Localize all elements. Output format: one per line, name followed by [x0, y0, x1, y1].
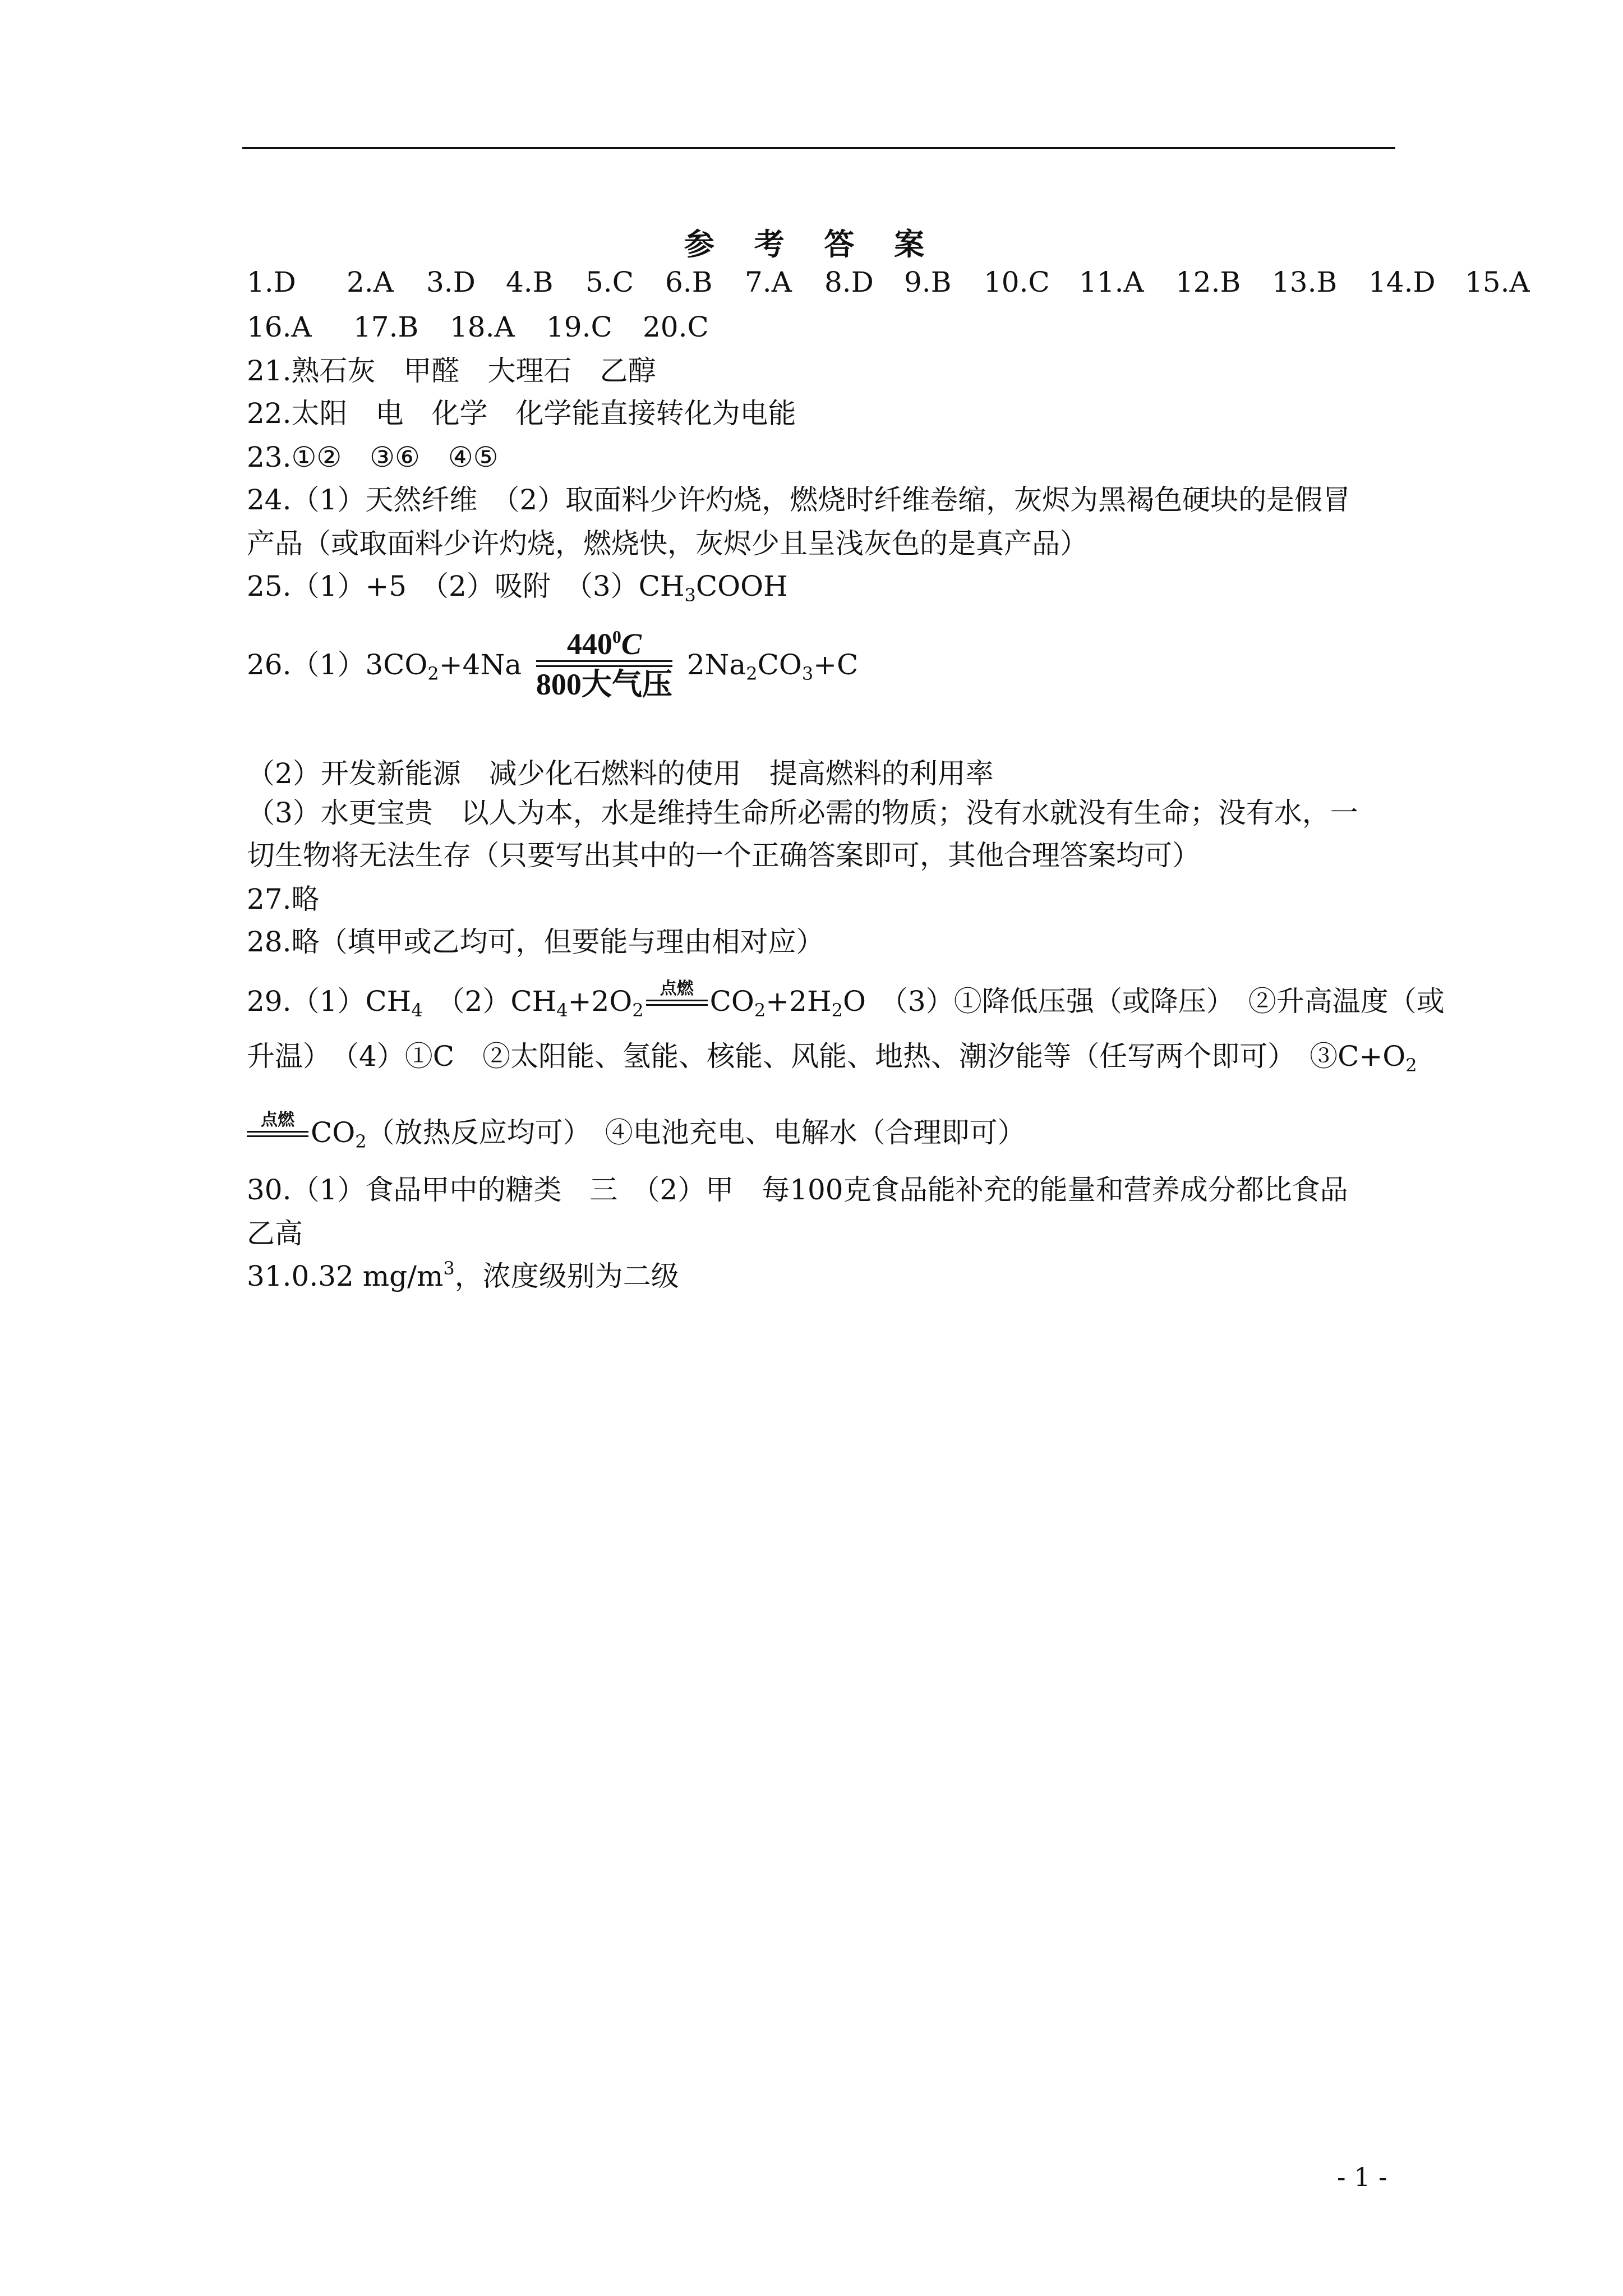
reactant-na: +4Na: [439, 648, 522, 682]
water-subscript: 2: [831, 1000, 843, 1021]
answer-8: 8.D: [824, 266, 874, 298]
answer-21: 21.熟石灰 甲醛 大理石 乙醇: [247, 355, 656, 387]
product-co: CO: [757, 648, 802, 682]
co2-product-2: CO: [311, 1116, 356, 1149]
answer-11: 11.A: [1079, 266, 1144, 298]
reactant-co2-subscript: 2: [427, 663, 439, 685]
answer-9: 9.B: [904, 266, 952, 298]
reaction-condition: [536, 628, 672, 702]
answer-25-tail: COOH: [695, 570, 788, 602]
answer-16: 16.A: [247, 311, 312, 343]
page-number: - 1 -: [1337, 2162, 1387, 2192]
answer-17: 17.B: [353, 311, 419, 343]
mc-answers-row-1: [247, 268, 1543, 296]
ignition-label-2: 点燃: [261, 1110, 294, 1130]
answer-29-part-2: （2）CH: [422, 985, 557, 1018]
answer-29-part-5: （放热反应均可） ④电池充电、电解水（合理即可）: [366, 1116, 1026, 1149]
reactant-co2: 26.（1）3CO: [247, 648, 428, 682]
answer-29-line-1: [247, 979, 1445, 1023]
answer-29-part-4: 升温） （4）①C ②太阳能、氢能、核能、风能、地热、潮汐能等（任写两个即可） ③C+O: [247, 1040, 1406, 1073]
product-c: +C: [813, 648, 859, 682]
equals-sign: [536, 660, 672, 667]
co2-subscript: 2: [754, 1000, 766, 1021]
header-rule: [242, 147, 1395, 149]
answer-12: 12.B: [1175, 266, 1241, 298]
answer-19: 19.C: [546, 311, 612, 343]
answer-26-equation: [247, 628, 858, 702]
answer-10: 10.C: [984, 266, 1050, 298]
product-co-subscript: 3: [801, 663, 814, 685]
product-na: 2Na: [686, 648, 746, 682]
answer-27: 27.略: [247, 883, 320, 915]
answer-14: 14.D: [1368, 266, 1436, 298]
answer-28: 28.略（填甲或乙均可，但要能与理由相对应）: [247, 926, 824, 958]
answer-25-subscript: 3: [684, 585, 696, 606]
equation-reactants: [247, 648, 522, 685]
answer-31-value: 31.0.32 mg/m: [247, 1260, 444, 1292]
oxygen-subscript: 2: [632, 1000, 644, 1021]
answer-20: 20.C: [643, 311, 709, 343]
mc-answers-row-2: [247, 313, 739, 341]
co2-subscript-2: 2: [355, 1131, 367, 1152]
answer-29-part-1: 29.（1）CH: [247, 985, 412, 1018]
answer-4: 4.B: [506, 266, 554, 298]
ch4-subscript: 4: [411, 1000, 423, 1021]
answer-31-level: ，浓度级别为二级: [454, 1260, 679, 1292]
answer-24-line-1: 24.（1）天然纤维 （2）取面料少许灼烧，燃烧时纤维卷缩，灰烬为黑褐色硬块的是假冒: [247, 484, 1351, 516]
ignition-condition-2: [247, 1112, 308, 1137]
answer-26-3-line-2: 切生物将无法生存（只要写出其中的一个正确答案即可，其他合理答案均可）: [247, 839, 1200, 872]
equals-sign: [646, 1000, 708, 1006]
answer-26-3-line-1: （3）水更宝贵 以人为本，水是维持生命所必需的物质；没有水就没有生命；没有水，一: [247, 797, 1358, 829]
answer-30-line-2: 乙高: [247, 1217, 303, 1250]
answer-31-superscript: 3: [443, 1258, 455, 1279]
temperature-degree: 0: [612, 627, 621, 647]
answer-25-text: 25.（1）+5 （2）吸附 （3）CH: [247, 570, 685, 602]
equation-products: [686, 648, 859, 685]
oxygen-term: +2O: [568, 985, 633, 1018]
answer-25: [247, 570, 788, 606]
ignition-condition: [646, 981, 708, 1006]
answer-24-line-2: 产品（或取面料少许灼烧，燃烧快，灰烬少且呈浅灰色的是真产品）: [247, 527, 1088, 560]
ignition-label: 点燃: [660, 979, 694, 999]
answer-29-line-3: [247, 1110, 1026, 1154]
oxygen-subscript-2: 2: [1405, 1055, 1417, 1076]
answer-29-line-2: [247, 1040, 1417, 1076]
answer-2: 2.A: [347, 266, 394, 298]
condition-pressure: 800大气压: [536, 667, 672, 701]
answer-31: [247, 1258, 679, 1292]
page-title: 参 考 答 案: [684, 226, 939, 262]
answer-23: 23.①② ③⑥ ④⑤: [247, 441, 499, 473]
equals-sign-2: [247, 1131, 308, 1137]
answer-15: 15.A: [1465, 266, 1530, 298]
answer-3: 3.D: [426, 266, 476, 298]
temperature-value: 440: [566, 627, 612, 661]
ch4-subscript-2: 4: [556, 1000, 568, 1021]
condition-temperature: [536, 628, 672, 660]
co2-product: CO: [709, 985, 754, 1018]
temperature-unit: C: [621, 627, 642, 661]
answer-22: 22.太阳 电 化学 化学能直接转化为电能: [247, 397, 796, 430]
answer-26-2: （2）开发新能源 减少化石燃料的使用 提高燃料的利用率: [247, 757, 994, 790]
answer-18: 18.A: [450, 311, 515, 343]
answer-6: 6.B: [665, 266, 713, 298]
answer-30-line-1: 30.（1）食品甲中的糖类 三 （2）甲 每100克食品能补充的能量和营养成分都比食品: [247, 1174, 1348, 1206]
water-product: +2H: [766, 985, 832, 1018]
product-na-subscript: 2: [746, 663, 758, 685]
answer-7: 7.A: [745, 266, 792, 298]
answer-29-part-3: O （3）①降低压强（或降压） ②升高温度（或: [842, 985, 1445, 1018]
answer-1: 1.D: [247, 266, 296, 298]
answer-13: 13.B: [1272, 266, 1338, 298]
answer-5: 5.C: [585, 266, 634, 298]
